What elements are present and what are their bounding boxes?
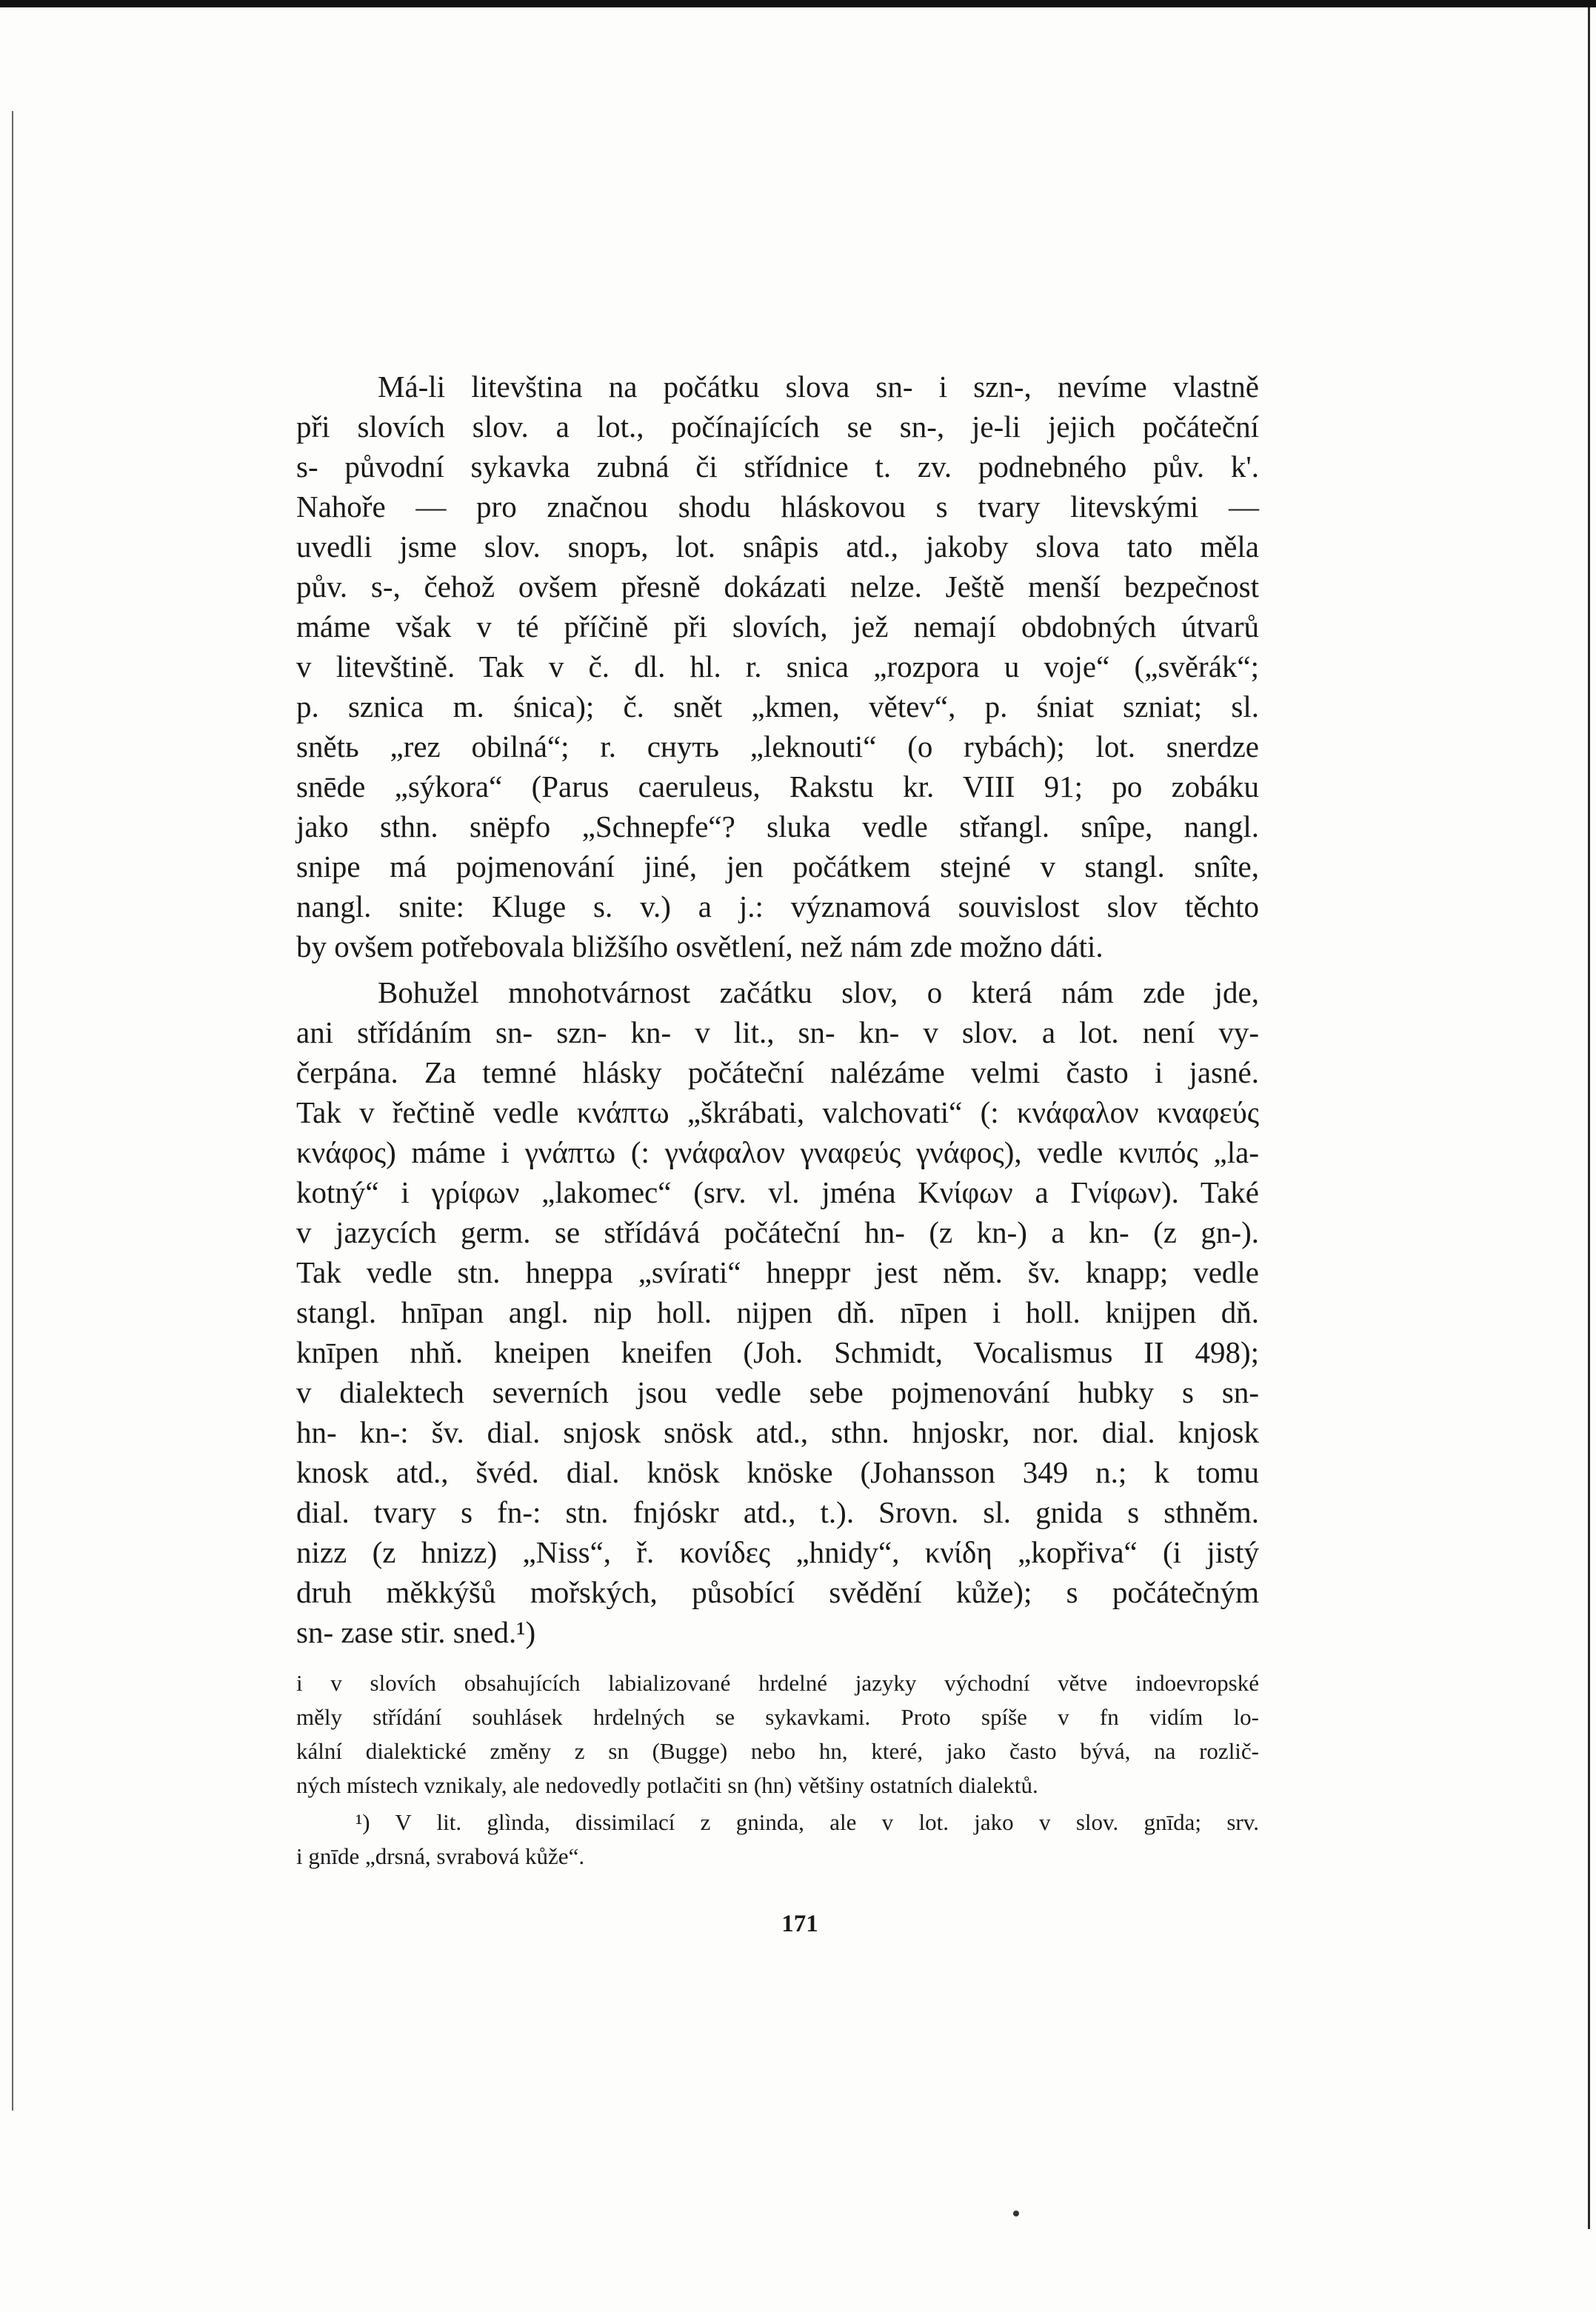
text-line: hn- kn-: šv. dial. snjosk snösk atd., sthn. hnjoskr, nor. dial. knjosk: [296, 1415, 1259, 1449]
text-line: s- původní sykavka zubná či střídnice t. zv. podnebného pův. k'.: [296, 450, 1259, 484]
text-line: Má-li litevština na počátku slova sn- i szn-, nevíme vlastně: [378, 370, 1259, 404]
text-line: kotný“ i γρίφων „lakomec“ (srv. vl. jména Κνίφων a Γνίφων). Také: [296, 1175, 1259, 1209]
paragraph-1: [296, 367, 1259, 966]
text-line: ani střídáním sn- szn- kn- v lit., sn- kn- v slov. a lot. není vy-: [296, 1015, 1259, 1049]
text-line: uvedli jsme slov. snopъ, lot. snâpis atd., jakoby slova tato měla: [296, 529, 1259, 564]
text-line: stangl. hnīpan angl. nip holl. nijpen dň. nīpen i holl. knijpen dň.: [296, 1295, 1259, 1329]
text-line: Tak v řečtině vedle κνάπτω „škrábati, valchovati“ (: κνάφαλον κναφεύς: [296, 1095, 1259, 1129]
footnote-line: měly střídání souhlásek hrdelných se sykavkami. Proto spíše v fn vidím lo-: [296, 1704, 1259, 1730]
text-line: by ovšem potřebovala bližšího osvětlení, než nám zde možno dáti.: [296, 929, 1103, 963]
text-line: při slovích slov. a lot., počínajících se sn-, je-li jejich počáteční: [296, 410, 1259, 444]
text-line: snipe má pojmenování jiné, jen počátkem stejné v stangl. snîte,: [296, 849, 1259, 883]
footnote-line: kální dialektické změny z sn (Bugge) nebo hn, které, jako často bývá, na rozlič-: [296, 1738, 1259, 1764]
footnote-continuation: [296, 1666, 1259, 1803]
text-line: Bohužel mnohotvárnost začátku slov, o která nám zde jde,: [378, 975, 1259, 1009]
footnote-line: i v slovích obsahujících labializované hrdelné jazyky východní větve indoevropské: [296, 1670, 1259, 1696]
text-line: čerpána. Za temné hlásky počáteční nalézáme velmi často i jasné.: [296, 1055, 1259, 1089]
scan-border-left: [12, 111, 13, 2111]
text-line: knosk atd., švéd. dial. knösk knöske (Johansson 349 n.; k tomu: [296, 1455, 1259, 1489]
text-line: snēde „sýkora“ (Parus caeruleus, Rakstu kr. VIII 91; po zobáku: [296, 769, 1259, 803]
text-line: v jazycích germ. se střídává počáteční hn- (z kn-) a kn- (z gn-).: [296, 1215, 1259, 1249]
text-line: jako sthn. snëpfo „Schnepfe“? sluka vedle střangl. snîpe, nangl.: [296, 809, 1259, 843]
text-line: druh měkkýšů mořských, působící svědění kůže); s počátečným: [296, 1575, 1259, 1609]
text-line: Tak vedle stn. hneppa „svírati“ hneppr jest něm. šv. knapp; vedle: [296, 1255, 1259, 1289]
scan-border-right: [1588, 7, 1590, 2229]
text-line: nangl. snite: Kluge s. v.) a j.: významová souvislost slov těchto: [296, 889, 1259, 923]
speck-mark: [1013, 2211, 1019, 2216]
paragraph-2: [296, 972, 1259, 1652]
scan-border-top: [0, 0, 1596, 7]
text-line: nizz (z hnizz) „Niss“, ř. κονίδες „hnidy“, κνίδη „kopřiva“ (i jistý: [296, 1535, 1259, 1569]
text-line: Nahoře — pro značnou shodu hláskovou s tvary litevskými —: [296, 490, 1259, 524]
text-line: knīpen nhň. kneipen kneifen (Joh. Schmidt, Vocalismus II 498);: [296, 1335, 1259, 1369]
text-line: v litevštině. Tak v č. dl. hl. r. snica „rozpora u voje“ („svěrák“;: [296, 649, 1259, 684]
main-text: [296, 367, 1259, 1652]
footnotes: [296, 1666, 1259, 1874]
text-line: p. sznica m. śnica); č. snět „kmen, větev“, p. śniat szniat; sl.: [296, 689, 1259, 724]
text-line: dial. tvary s fn-: stn. fnjóskr atd., t.). Srovn. sl. gnida s sthněm.: [296, 1495, 1259, 1529]
text-line: v dialektech severních jsou vedle sebe pojmenování hubky s sn-: [296, 1375, 1259, 1409]
text-line: sn- zase stir. sned.¹): [296, 1615, 536, 1649]
footnote-line: ¹) V lit. glìnda, dissimilací z gninda, ale v lot. jako v slov. gnīda; srv.: [355, 1809, 1259, 1835]
footnote-line: ných místech vznikaly, ale nedovedly potlačiti sn (hn) většiny ostatních dialektů.: [296, 1772, 1038, 1798]
page-number: 171: [781, 1911, 818, 1937]
text-line: snětь „rez obilná“; r. снуть „leknouti“ (o rybách); lot. snerdze: [296, 729, 1259, 764]
footnote-1: [296, 1805, 1259, 1874]
text-line: máme však v té příčině při slovích, jež nemají obdobných útvarů: [296, 609, 1259, 644]
text-line: pův. s-, čehož ovšem přesně dokázati nelze. Ještě menší bezpečnost: [296, 569, 1259, 604]
footnote-line: i gnīde „drsná, svrabová kůže“.: [296, 1843, 585, 1869]
text-line: κνάφος) máme i γνάπτω (: γνάφαλον γναφεύς γνάφος), vedle κνιπός „la-: [296, 1135, 1259, 1169]
